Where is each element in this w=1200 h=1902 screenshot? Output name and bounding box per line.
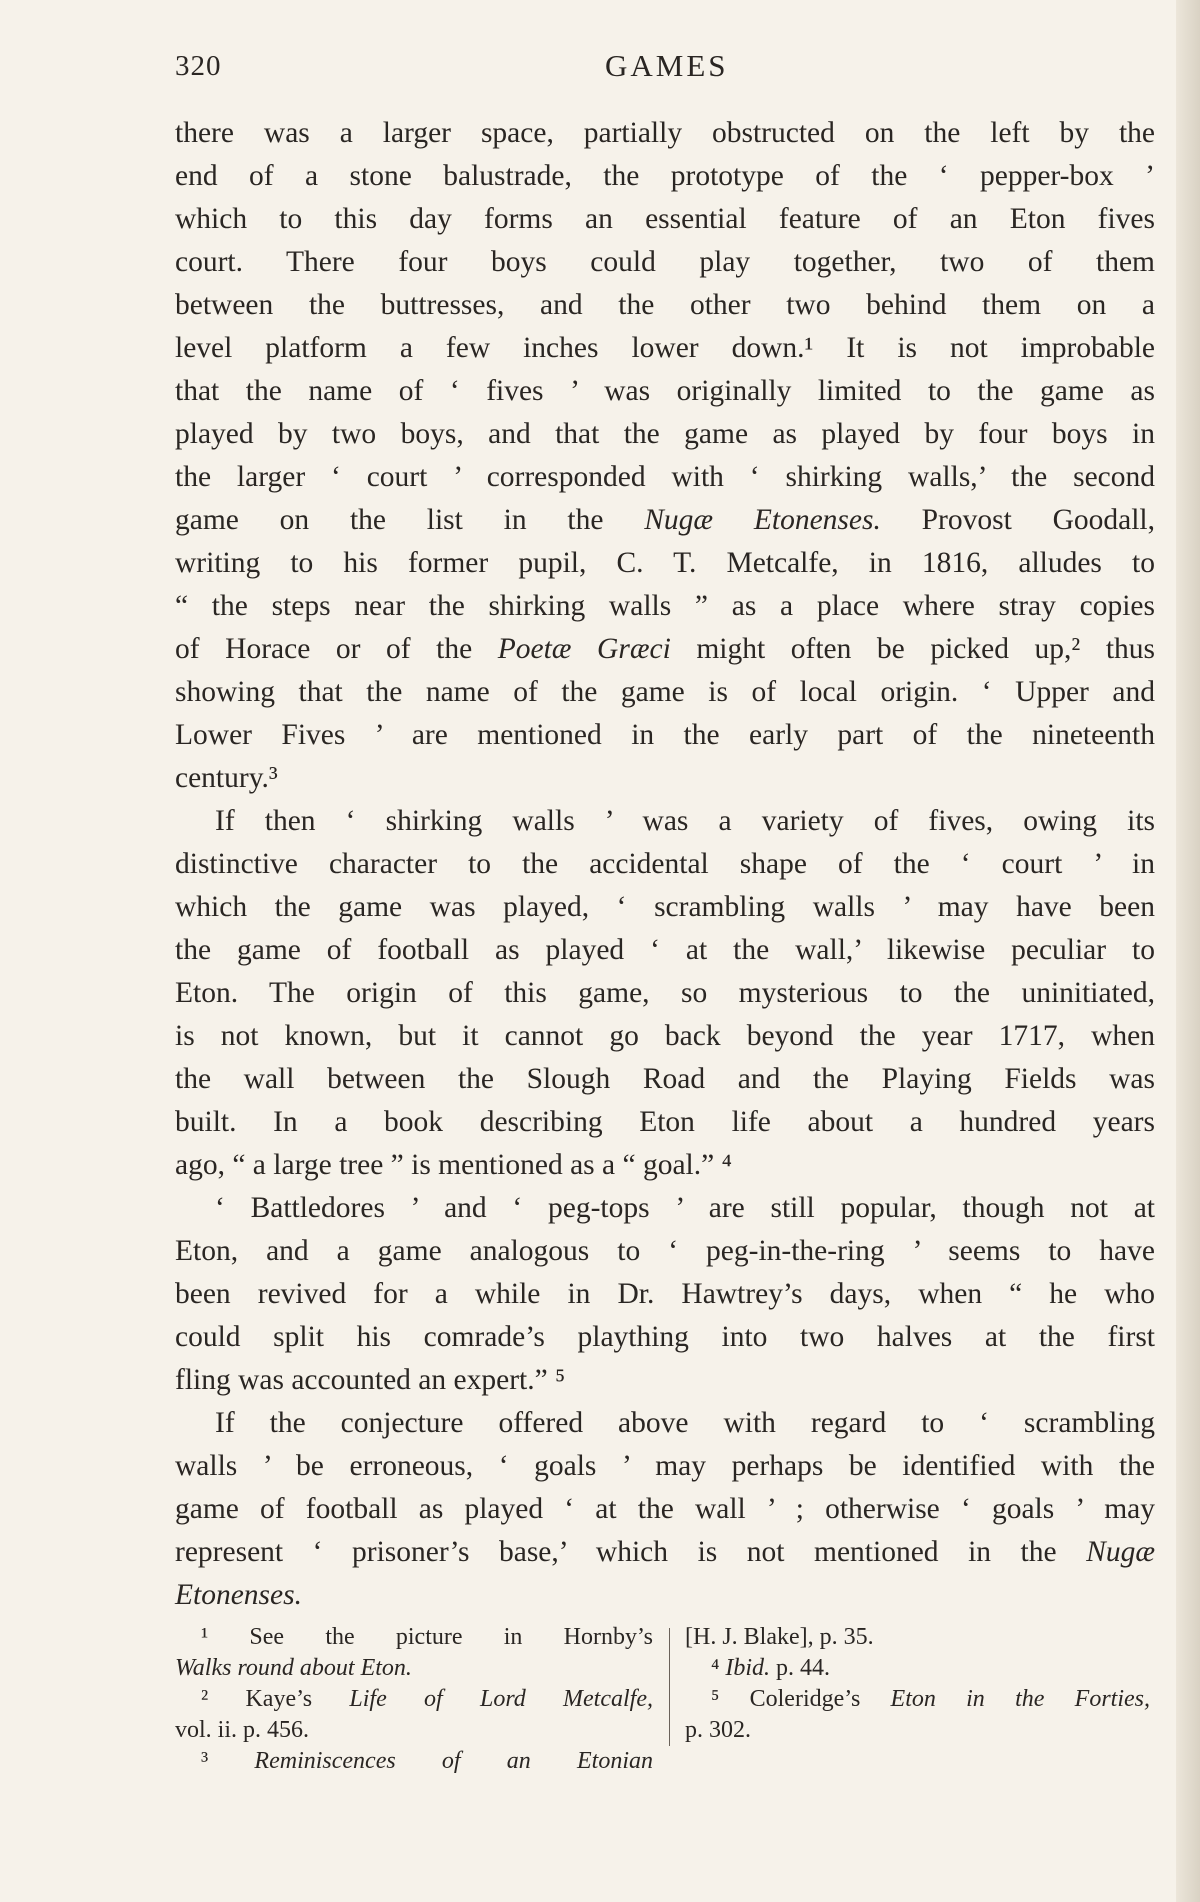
page-number: 320 [175,50,222,82]
italic-title: Nugæ [1086,1536,1155,1568]
body-line: the game of football as played ‘ at the wall,’ likewise peculiar to [175,934,1155,966]
body-text [175,112,1155,1617]
body-line: If the conjecture offered above with regard to ‘ scrambling [215,1407,1155,1439]
footnote-line: ² Kaye’s Life of Lord Metcalfe, [201,1686,653,1712]
footnote-line: ⁵ Coleridge’s Eton in the Forties, [711,1686,1150,1712]
running-head: GAMES [605,48,729,83]
body-line: level platform a few inches lower down.¹ It is not improbable [175,332,1155,364]
body-line: could split his comrade’s plaything into two halves at the first [175,1321,1155,1353]
page-edge-shadow [1176,0,1200,1902]
body-line: showing that the name of the game is of local origin. ‘ Upper and [175,676,1155,708]
italic-title: Poetæ Græci [497,633,671,665]
body-line: between the buttresses, and the other two behind them on a [175,289,1155,321]
body-line: played by two boys, and that the game as played by four boys in [175,418,1155,450]
body-line: built. In a book describing Eton life about a hundred years [175,1106,1155,1138]
footnote-column-divider [669,1628,670,1746]
body-line: writing to his former pupil, C. T. Metcalfe, in 1816, alludes to [175,547,1155,579]
body-line: the wall between the Slough Road and the Playing Fields was [175,1063,1155,1095]
body-line: been revived for a while in Dr. Hawtrey’s days, when “ he who [175,1278,1155,1310]
body-line: is not known, but it cannot go back beyond the year 1717, when [175,1020,1155,1052]
body-line: there was a larger space, partially obstructed on the left by the [175,117,1155,149]
footnote-line: Walks round about Eton. [175,1655,412,1681]
footnotes-right-column [685,1622,1150,1746]
body-line: walls ’ be erroneous, ‘ goals ’ may perhaps be identified with the [175,1450,1155,1482]
body-line: game of football as played ‘ at the wall ’ ; otherwise ‘ goals ’ may [175,1493,1155,1525]
footnote-line: ³ Reminiscences of an Etonian [201,1748,653,1774]
footnote-line: p. 302. [685,1717,751,1743]
italic-title: Nugæ Etonenses. [644,504,881,536]
body-line [175,1574,1155,1617]
body-line: Lower Fives ’ are mentioned in the early part of the nineteenth [175,719,1155,751]
body-line: ‘ Battledores ’ and ‘ peg-tops ’ are still popular, though not at [215,1192,1155,1224]
italic-title: Etonenses. [175,1579,302,1611]
body-line: the larger ‘ court ’ corresponded with ‘ shirking walls,’ the second [175,461,1155,493]
body-line: court. There four boys could play together, two of them [175,246,1155,278]
page-header [175,44,1150,94]
body-line: fling was accounted an expert.” ⁵ [175,1364,566,1396]
body-line: end of a stone balustrade, the prototype of the ‘ pepper-box ’ [175,160,1155,192]
footnote-line: vol. ii. p. 456. [175,1717,310,1743]
body-line: distinctive character to the accidental shape of the ‘ court ’ in [175,848,1155,880]
body-line: that the name of ‘ fives ’ was originally limited to the game as [175,375,1155,407]
body-line: Eton, and a game analogous to ‘ peg-in-the-ring ’ seems to have [175,1235,1155,1267]
footnotes-left-column [175,1622,653,1777]
body-line: ago, “ a large tree ” is mentioned as a “ goal.” ⁴ [175,1149,732,1181]
body-line: represent ‘ prisoner’s base,’ which is not mentioned in the Nugæ [175,1536,1155,1568]
body-line: If then ‘ shirking walls ’ was a variety of fives, owing its [215,805,1155,837]
body-line: of Horace or of the Poetæ Græci might often be picked up,² thus [175,633,1155,665]
body-line: Eton. The origin of this game, so mysterious to the uninitiated, [175,977,1155,1009]
body-line: game on the list in the Nugæ Etonenses. Provost Goodall, [175,504,1156,536]
footnote-line: ¹ See the picture in Hornby’s [201,1624,653,1650]
footnote-line: ⁴ Ibid. p. 44. [711,1655,831,1681]
footnotes [175,1622,1150,1774]
body-line: century.³ [175,762,278,794]
body-line: “ the steps near the shirking walls ” as a place where stray copies [175,590,1155,622]
body-line: which the game was played, ‘ scrambling walls ’ may have been [175,891,1155,923]
footnote-line: [H. J. Blake], p. 35. [685,1624,874,1650]
body-line: which to this day forms an essential feature of an Eton fives [175,203,1155,235]
